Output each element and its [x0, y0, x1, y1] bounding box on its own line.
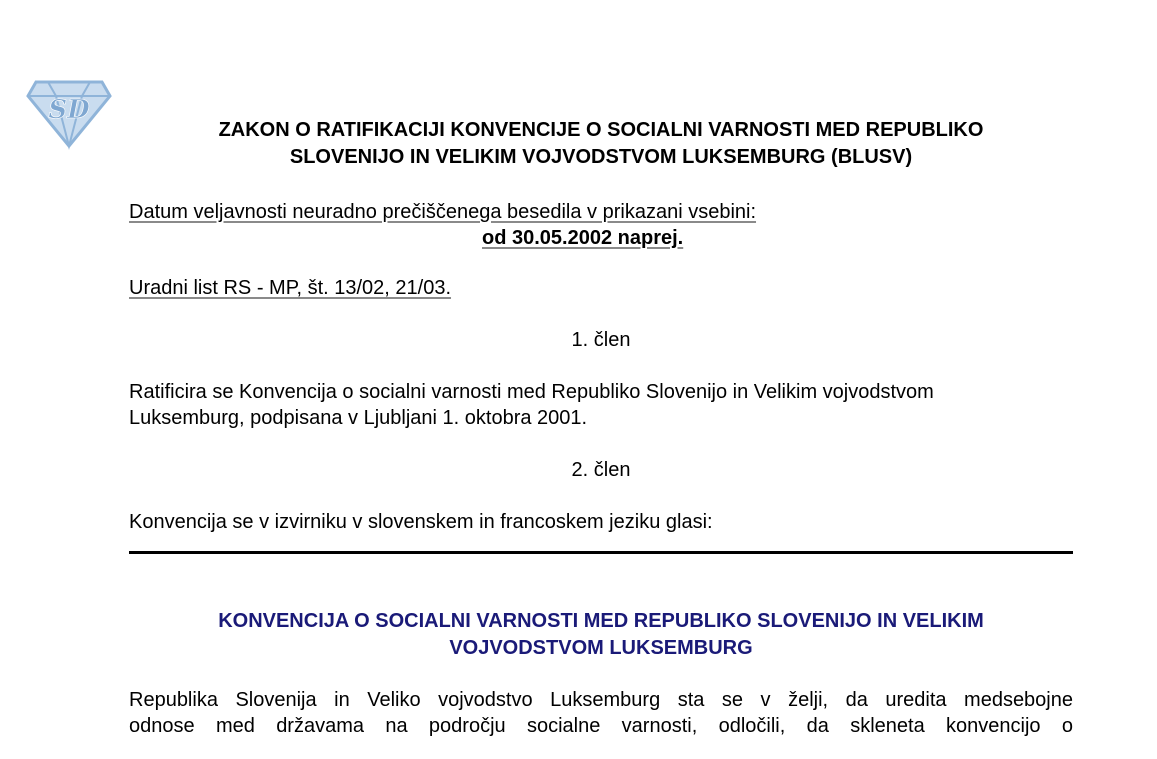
article-1-heading: 1. člen: [571, 329, 631, 351]
gazette-reference: [129, 275, 1073, 301]
law-title: [129, 117, 1073, 171]
article-2-text: Konvencija se v izvirniku v slovenskem in francoskem jeziku glasi:: [129, 511, 713, 533]
validity-label: Datum veljavnosti neuradno prečiščenega besedila v prikazani vsebini:: [129, 201, 757, 223]
convention-preamble: [129, 687, 1073, 739]
convention-title-line: KONVENCIJA O SOCIALNI VARNOSTI MED REPUBLIKO SLOVENIJO IN VELIKIM: [218, 610, 984, 632]
convention-title-line: VOJVODSTVOM LUKSEMBURG: [449, 637, 753, 659]
publisher-logo-icon: [26, 76, 112, 150]
preamble-line: odnose med državama na področju socialne varnosti, odločili, da skleneta konvencijo o: [129, 715, 1073, 737]
section-divider: [129, 551, 1073, 554]
validity-block: [129, 199, 1073, 251]
article-1-text: [129, 379, 1073, 431]
preamble-line: Republika Slovenija in Veliko vojvodstvo Luksemburg sta se v želji, da uredita medsebojne: [129, 689, 1073, 711]
law-title-line: SLOVENIJO IN VELIKIM VOJVODSTVOM LUKSEMBURG (BLUSV): [289, 146, 913, 168]
law-title-line: ZAKON O RATIFIKACIJI KONVENCIJE O SOCIALNI VARNOSTI MED REPUBLIKO: [218, 119, 984, 141]
gazette-reference-text: Uradni list RS - MP, št. 13/02, 21/03.: [129, 277, 452, 299]
document-page: [129, 117, 1073, 759]
convention-title: [129, 608, 1073, 662]
svg-text:SD: SD: [48, 95, 90, 125]
article-1-line: Ratificira se Konvencija o socialni varnosti med Republiko Slovenijo in Velikim vojvodstvom: [129, 381, 934, 403]
article-1-line: Luksemburg, podpisana v Ljubljani 1. oktobra 2001.: [129, 407, 588, 429]
article-2-heading: 2. člen: [571, 459, 631, 481]
validity-date: od 30.05.2002 naprej.: [482, 227, 684, 249]
